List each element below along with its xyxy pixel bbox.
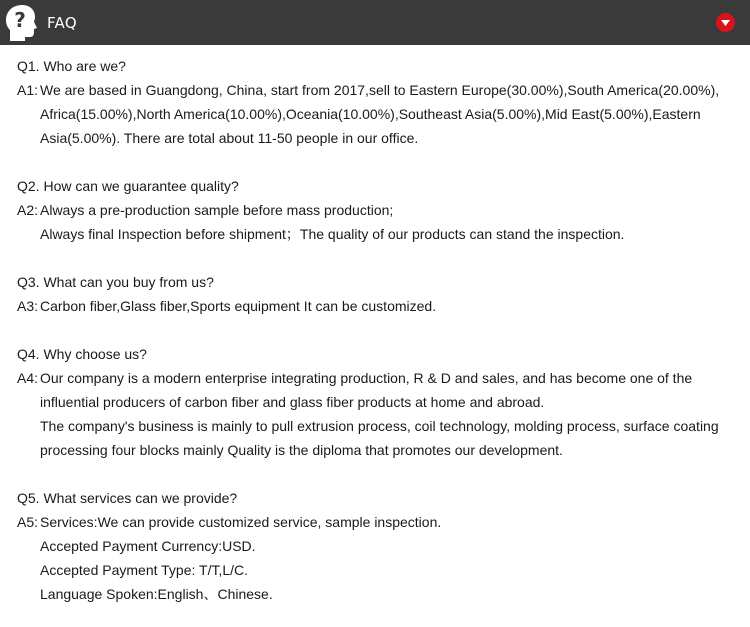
answer-line: Language Spoken:English、Chinese.	[40, 586, 273, 602]
collapse-toggle-button[interactable]	[716, 13, 735, 32]
faq-answer	[17, 510, 737, 606]
answer-line: Accepted Payment Type: T/T,L/C.	[40, 562, 249, 578]
faq-item	[17, 54, 737, 150]
faq-answer	[17, 294, 737, 318]
svg-text:?: ?	[14, 8, 26, 32]
faq-question: Q3. What can you buy from us?	[17, 274, 214, 290]
answer-prefix: A4:	[17, 370, 39, 386]
answer-line: The company's business is mainly to pull extrusion process, coil technology, molding process, surface coating	[40, 418, 719, 434]
faq-question: Q4. Why choose us?	[17, 346, 147, 362]
answer-line: Always final Inspection before shipment；The quality of our products can stand the inspection.	[40, 226, 625, 242]
answer-line: We are based in Guangdong, China, start from 2017,sell to Eastern Europe(30.00%),South America(20.00%),	[40, 82, 720, 98]
faq-answer	[17, 366, 737, 462]
answer-line: Always a pre-production sample before mass production;	[40, 202, 394, 218]
chevron-down-icon	[716, 13, 735, 32]
faq-header	[0, 0, 750, 45]
answer-line: processing four blocks mainly Quality is the diploma that promotes our development.	[40, 442, 563, 458]
answer-line: Our company is a modern enterprise integrating production, R & D and sales, and has become one of the	[40, 370, 693, 386]
answer-line: Asia(5.00%). There are total about 11-50 people in our office.	[40, 130, 419, 146]
answer-line: Carbon fiber,Glass fiber,Sports equipment It can be customized.	[40, 298, 437, 314]
answer-line: Services:We can provide customized service, sample inspection.	[40, 514, 442, 530]
faq-question: Q2. How can we guarantee quality?	[17, 178, 239, 194]
faq-item	[17, 174, 737, 246]
faq-item	[17, 270, 737, 318]
faq-question: Q5. What services can we provide?	[17, 490, 238, 506]
answer-prefix: A2:	[17, 202, 39, 218]
faq-item	[17, 342, 737, 462]
answer-prefix: A3:	[17, 298, 39, 314]
answer-line: influential producers of carbon fiber and glass fiber products at home and abroad.	[40, 394, 545, 410]
answer-prefix: A5:	[17, 514, 39, 530]
question-head-icon	[5, 4, 39, 42]
faq-answer	[17, 198, 737, 246]
faq-title: FAQ	[47, 14, 77, 32]
answer-line: Accepted Payment Currency:USD.	[40, 538, 256, 554]
faq-question: Q1. Who are we?	[17, 58, 126, 74]
answer-prefix: A1:	[17, 82, 39, 98]
faq-item	[17, 486, 737, 606]
answer-line: Africa(15.00%),North America(10.00%),Oceania(10.00%),Southeast Asia(5.00%),Mid East(5.00%),Eastern	[40, 106, 701, 122]
faq-answer	[17, 78, 737, 150]
